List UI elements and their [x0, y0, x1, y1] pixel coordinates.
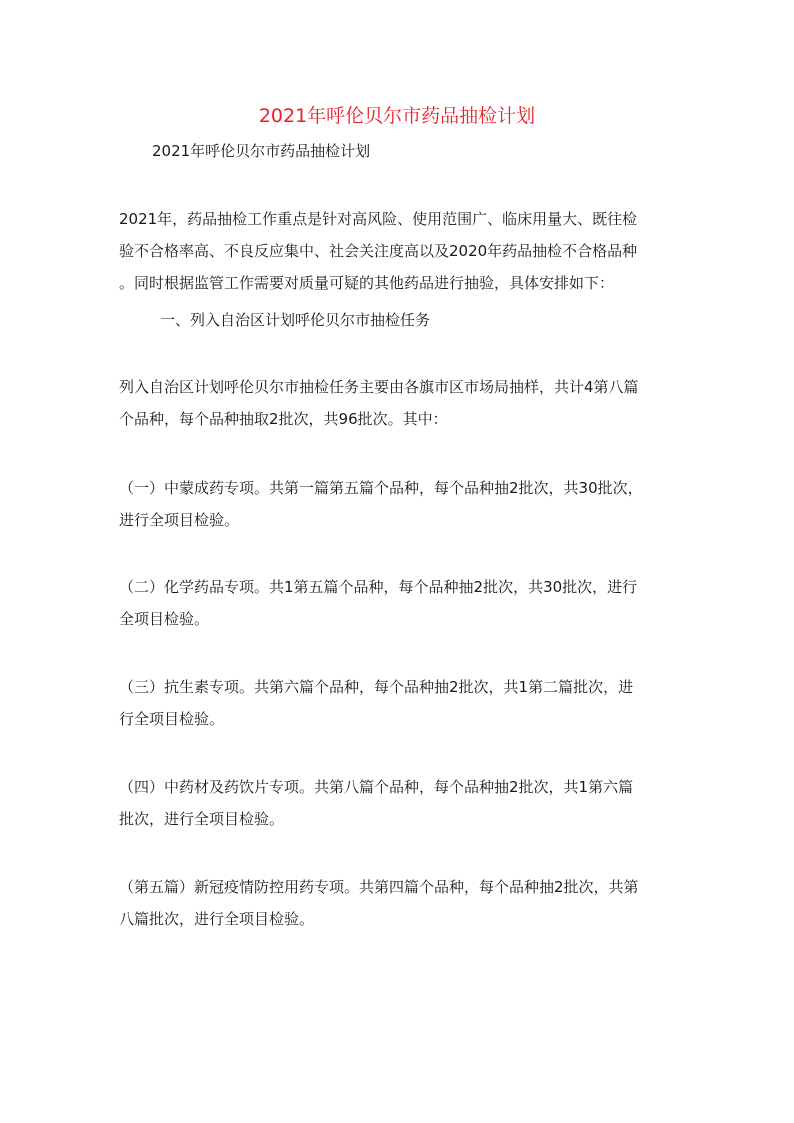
list-item-line: （一）中蒙成药专项。共第一篇第五篇个品种，每个品种抽2批次，共30批次，: [119, 479, 643, 497]
body-line: 列入自治区计划呼伦贝尔市抽检任务主要由各旗市区市场局抽样，共计4第八篇: [119, 378, 639, 396]
intro-line: 2021年，药品抽检工作重点是针对高风险、使用范围广、临床用量大、既往检: [119, 210, 638, 228]
list-item-line: 全项目检验。: [119, 610, 210, 628]
list-item-line: （二）化学药品专项。共1第五篇个品种，每个品种抽2批次，共30批次，进行: [119, 578, 638, 596]
intro-line: 。同时根据监管工作需要对质量可疑的其他药品进行抽验，具体安排如下：: [119, 274, 615, 292]
list-item-line: （四）中药材及药饮片专项。共第八篇个品种，每个品种抽2批次，共1第六篇: [119, 778, 634, 796]
body-line: 个品种，每个品种抽取2批次，共96批次。其中：: [119, 410, 448, 428]
section-heading: 一、列入自治区计划呼伦贝尔市抽检任务: [160, 311, 431, 329]
intro-line: 验不合格率高、不良反应集中、社会关注度高以及2020年药品抽检不合格品种: [119, 242, 638, 260]
list-item-line: （三）抗生素专项。共第六篇个品种，每个品种抽2批次，共1第二篇批次，进: [119, 678, 634, 696]
list-item-line: 八篇批次，进行全项目检验。: [119, 910, 315, 928]
list-item-line: 进行全项目检验。: [119, 511, 240, 529]
list-item-line: 批次，进行全项目检验。: [119, 810, 285, 828]
document-title: 2021年呼伦贝尔市药品抽检计划: [258, 105, 536, 127]
list-item-line: 行全项目检验。: [119, 710, 225, 728]
list-item-line: （第五篇）新冠疫情防控用药专项。共第四篇个品种，每个品种抽2批次，共第: [119, 878, 639, 896]
document-subtitle: 2021年呼伦贝尔市药品抽检计划: [152, 142, 371, 160]
